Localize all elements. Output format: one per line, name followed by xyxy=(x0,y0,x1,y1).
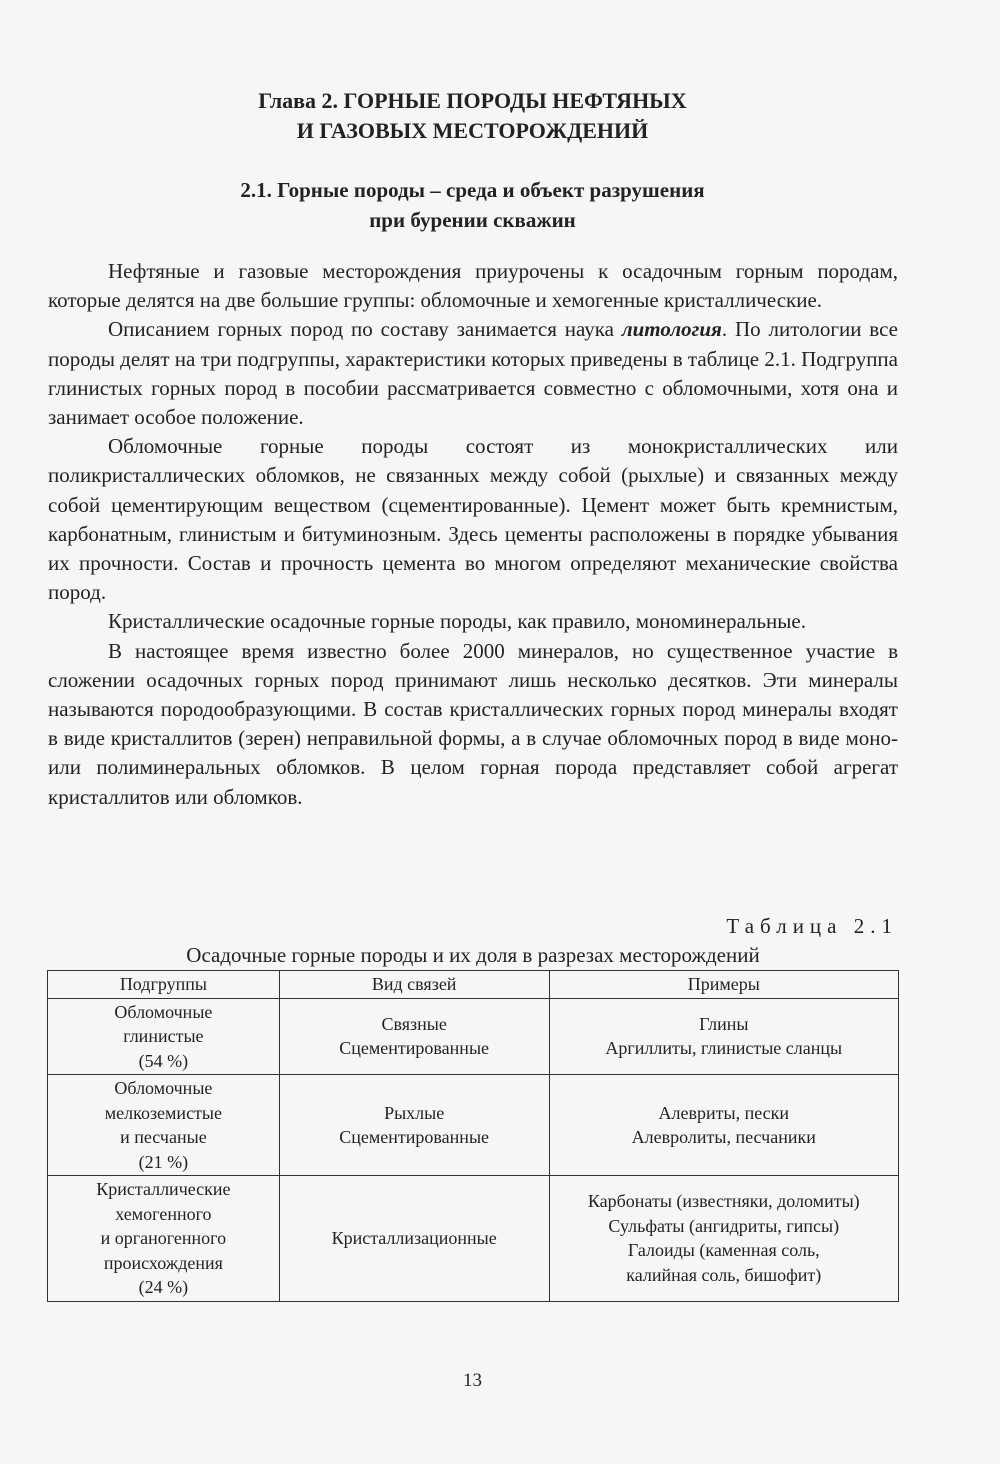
table-row xyxy=(48,1075,899,1176)
paragraph-2 xyxy=(48,315,898,432)
section-title-line-2: при бурении скважин xyxy=(369,208,576,232)
header-subgroups: Подгруппы xyxy=(48,971,280,999)
term-lithology: литология xyxy=(621,317,722,342)
paragraph-4: Кристаллические осадочные горные породы, как правило, мономинеральные. xyxy=(108,609,806,634)
rock-types-table xyxy=(47,970,899,1302)
chapter-title xyxy=(0,86,945,146)
header-bond-type: Вид связей xyxy=(279,971,549,999)
cell-examples: Алевриты, пески Алевролиты, песчаники xyxy=(549,1075,898,1176)
cell-bonds: Рыхлые Сцементированные xyxy=(279,1075,549,1176)
section-title xyxy=(0,175,945,235)
table-row xyxy=(48,998,899,1075)
cell-subgroup: Обломочные глинистые (54 %) xyxy=(48,998,280,1075)
table-row xyxy=(48,1176,899,1302)
cell-examples: Глины Аргиллиты, глинистые сланцы xyxy=(549,998,898,1075)
paragraph-2-start: Описанием горных пород по составу занимается наука xyxy=(108,317,622,342)
cell-subgroup: Обломочные мелкоземистые и песчаные (21 %) xyxy=(48,1075,280,1176)
cell-bonds: Кристаллизационные xyxy=(279,1176,549,1302)
paragraph-1: Нефтяные и газовые месторождения приурочены к осадочным горным породам, которые делятся на две большие группы: обломочные и хемогенные кристаллические. xyxy=(48,259,898,313)
table-header-row xyxy=(48,971,899,999)
section-title-line-1: 2.1. Горные породы – среда и объект разрушения xyxy=(240,178,705,202)
header-examples: Примеры xyxy=(549,971,898,999)
cell-bonds: Связные Сцементированные xyxy=(279,998,549,1075)
body-text xyxy=(48,257,898,812)
chapter-title-line-2: И ГАЗОВЫХ МЕСТОРОЖДЕНИЙ xyxy=(296,118,649,143)
paragraph-5: В настоящее время известно более 2000 минералов, но существенное участие в сложении осадочных горных пород принимают лишь несколько десятков. Эти минералы называются породообразующими. В состав кристаллических горных пород минералы входят в виде кристаллитов (зерен) неправильной формы, а в случае обломочных пород в виде моно- или полиминеральных обломков. В целом горная порода представляет собой агрегат кристаллитов или обломков. xyxy=(48,638,898,809)
cell-subgroup: Кристаллические хемогенного и органогенного происхождения (24 %) xyxy=(48,1176,280,1302)
paragraph-2-end: . По литологии все породы делят на три подгруппы, характеристики которых приведены в таблице 2.1. Подгруппа глинистых горных пород в пособии рассматривается совместно с обломочными, хотя она и занимает особое положение. xyxy=(48,317,898,430)
chapter-title-line-1: Глава 2. ГОРНЫЕ ПОРОДЫ НЕФТЯНЫХ xyxy=(258,88,687,113)
paragraph-3: Обломочные горные породы состоят из монокристаллических или поликристаллических обломков, не связанных между собой (рыхлые) и связанных между собой цементирующим веществом (сцементированные). Цемент может быть кремнистым, карбонатным, глинистым и битуминозным. Здесь цементы расположены в порядке убывания их прочности. Состав и прочность цемента во многом определяют механические свойства пород. xyxy=(48,434,898,605)
table-caption: Осадочные горные породы и их доля в разрезах месторождений xyxy=(186,943,760,967)
cell-examples: Карбонаты (известняки, доломиты) Сульфаты (ангидриты, гипсы) Галоиды (каменная соль, калийная соль, бишофит) xyxy=(549,1176,898,1302)
table-label: Таблица 2.1 xyxy=(726,914,898,938)
page-number: 13 xyxy=(463,1370,482,1391)
